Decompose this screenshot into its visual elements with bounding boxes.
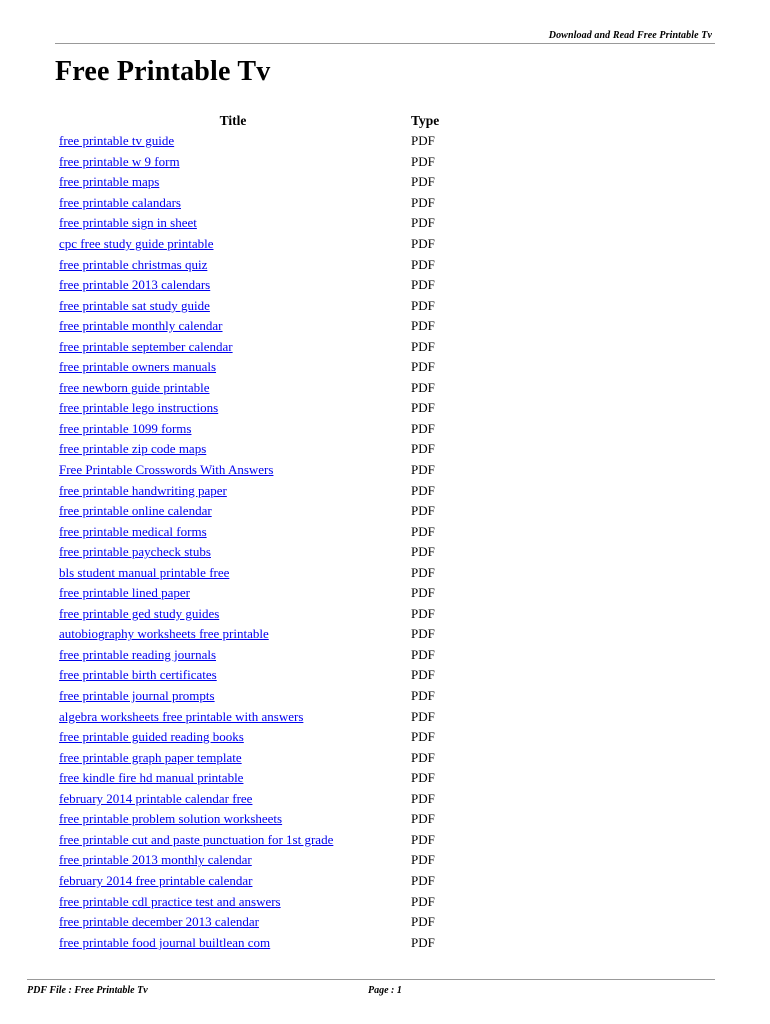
document-link[interactable]: free printable owners manuals	[59, 359, 217, 375]
type-cell: PDF	[411, 297, 435, 313]
type-cell: PDF	[411, 256, 435, 272]
document-link[interactable]: free printable 1099 forms	[59, 420, 192, 436]
footer-page-number: Page : 1	[368, 985, 402, 996]
document-link[interactable]: free printable online calendar	[59, 503, 212, 519]
table-row	[55, 378, 439, 399]
title-cell	[55, 789, 411, 810]
title-cell	[55, 912, 411, 933]
table-row	[55, 583, 439, 604]
title-cell	[55, 131, 411, 152]
title-cell	[55, 891, 411, 912]
document-link[interactable]: free printable 2013 monthly calendar	[59, 852, 252, 868]
document-link[interactable]: free printable sign in sheet	[59, 215, 197, 231]
type-cell: PDF	[411, 441, 435, 457]
title-cell	[55, 706, 411, 727]
header-divider	[55, 43, 715, 44]
type-cell: PDF	[411, 811, 435, 827]
document-link[interactable]: february 2014 printable calendar free	[59, 790, 253, 806]
title-cell	[55, 830, 411, 851]
table-row	[55, 152, 439, 173]
document-link[interactable]: free printable cut and paste punctuation for 1st grade	[59, 831, 334, 847]
table-row	[55, 295, 439, 316]
document-link[interactable]: free printable december 2013 calendar	[59, 914, 259, 930]
title-cell	[55, 316, 411, 337]
document-link[interactable]: free printable cdl practice test and answers	[59, 893, 281, 909]
title-cell	[55, 213, 411, 234]
table-row	[55, 357, 439, 378]
title-cell	[55, 172, 411, 193]
document-link[interactable]: february 2014 free printable calendar	[59, 872, 253, 888]
title-cell	[55, 932, 411, 953]
document-link[interactable]: free printable 2013 calendars	[59, 277, 211, 293]
documents-table	[55, 110, 439, 953]
type-cell: PDF	[411, 914, 435, 930]
document-link[interactable]: bls student manual printable free	[59, 564, 230, 580]
table-row	[55, 871, 439, 892]
document-link[interactable]: free printable guided reading books	[59, 729, 244, 745]
title-cell	[55, 398, 411, 419]
table-row	[55, 747, 439, 768]
document-link[interactable]: cpc free study guide printable	[59, 236, 214, 251]
document-link[interactable]: free printable journal prompts	[59, 688, 215, 704]
document-link[interactable]: free printable lego instructions	[59, 400, 219, 416]
type-cell: PDF	[411, 688, 435, 704]
footer-file-label: PDF File : Free Printable Tv	[27, 985, 148, 996]
title-cell	[55, 193, 411, 214]
type-cell: PDF	[411, 400, 435, 416]
type-cell: PDF	[411, 277, 435, 293]
title-cell	[55, 234, 411, 255]
title-cell	[55, 850, 411, 871]
table-row	[55, 604, 439, 625]
type-cell: PDF	[411, 770, 435, 786]
table-row	[55, 316, 439, 337]
document-link[interactable]: free printable handwriting paper	[59, 482, 227, 498]
table-row	[55, 275, 439, 296]
document-link[interactable]: free kindle fire hd manual printable	[59, 770, 244, 786]
type-cell: PDF	[411, 646, 435, 662]
table-row	[55, 213, 439, 234]
table-header-row	[55, 110, 439, 131]
type-cell: PDF	[411, 564, 435, 580]
column-header-type: Type	[411, 112, 440, 128]
document-link[interactable]: free printable calandars	[59, 194, 181, 210]
column-header-title: Title	[219, 112, 247, 128]
title-cell	[55, 378, 411, 399]
document-link[interactable]: free printable medical forms	[59, 523, 207, 539]
title-cell	[55, 275, 411, 296]
title-cell	[55, 439, 411, 460]
type-cell: PDF	[411, 626, 435, 642]
type-cell: PDF	[411, 462, 435, 478]
type-cell: PDF	[411, 318, 435, 334]
title-cell	[55, 604, 411, 625]
type-cell: PDF	[411, 605, 435, 621]
table-row	[55, 830, 439, 851]
type-cell: PDF	[411, 790, 435, 806]
title-cell	[55, 809, 411, 830]
document-link[interactable]: free printable problem solution worksheets	[59, 811, 283, 827]
table-row	[55, 336, 439, 357]
type-cell: PDF	[411, 482, 435, 498]
title-cell	[55, 583, 411, 604]
title-cell	[55, 665, 411, 686]
type-cell: PDF	[411, 872, 435, 888]
page-header-text: Download and Read Free Printable Tv	[548, 30, 712, 41]
table-row	[55, 480, 439, 501]
type-cell: PDF	[411, 359, 435, 375]
title-cell	[55, 871, 411, 892]
title-cell	[55, 295, 411, 316]
table-row	[55, 891, 439, 912]
table-row	[55, 254, 439, 275]
table-row	[55, 686, 439, 707]
title-cell	[55, 727, 411, 748]
table-row	[55, 768, 439, 789]
title-cell	[55, 521, 411, 542]
title-cell	[55, 747, 411, 768]
type-cell: PDF	[411, 153, 435, 169]
document-link[interactable]: free printable monthly calendar	[59, 318, 223, 334]
table-row	[55, 850, 439, 871]
table-row	[55, 234, 439, 255]
table-row	[55, 727, 439, 748]
title-cell	[55, 645, 411, 666]
type-cell: PDF	[411, 133, 435, 149]
table-row	[55, 439, 439, 460]
table-body	[55, 131, 439, 953]
type-cell: PDF	[411, 194, 435, 210]
table-row	[55, 501, 439, 522]
type-cell: PDF	[411, 831, 435, 847]
title-cell	[55, 686, 411, 707]
document-link[interactable]: free printable maps	[59, 174, 160, 190]
footer-divider	[27, 979, 715, 980]
type-cell: PDF	[411, 708, 435, 724]
document-link[interactable]: free printable w 9 form	[59, 153, 180, 169]
title-cell	[55, 254, 411, 275]
table-row	[55, 665, 439, 686]
table-row	[55, 460, 439, 481]
type-cell: PDF	[411, 338, 435, 354]
title-cell	[55, 419, 411, 440]
document-link[interactable]: free printable christmas quiz	[59, 256, 208, 272]
table-row	[55, 809, 439, 830]
table-row	[55, 398, 439, 419]
title-cell	[55, 501, 411, 522]
table-row	[55, 521, 439, 542]
table-row	[55, 624, 439, 645]
document-link[interactable]: free printable zip code maps	[59, 441, 207, 457]
document-link[interactable]: free printable lined paper	[59, 585, 191, 601]
type-cell: PDF	[411, 523, 435, 539]
document-link[interactable]: Free Printable Crosswords With Answers	[59, 462, 274, 478]
table-row	[55, 912, 439, 933]
type-cell: PDF	[411, 236, 435, 251]
document-link[interactable]: free printable tv guide	[59, 133, 175, 149]
type-cell: PDF	[411, 503, 435, 519]
document-link[interactable]: free printable september calendar	[59, 338, 233, 354]
type-cell: PDF	[411, 729, 435, 745]
table-row	[55, 645, 439, 666]
title-cell	[55, 152, 411, 173]
title-cell	[55, 624, 411, 645]
title-cell	[55, 460, 411, 481]
table-row	[55, 193, 439, 214]
document-link[interactable]: algebra worksheets free printable with answers	[59, 708, 304, 724]
type-cell: PDF	[411, 379, 435, 395]
table-row	[55, 562, 439, 583]
document-link[interactable]: free printable graph paper template	[59, 749, 242, 765]
type-cell: PDF	[411, 852, 435, 868]
type-cell: PDF	[411, 585, 435, 601]
title-cell	[55, 480, 411, 501]
title-cell	[55, 357, 411, 378]
type-cell: PDF	[411, 749, 435, 765]
table-row	[55, 932, 439, 953]
table-row	[55, 706, 439, 727]
table-row	[55, 789, 439, 810]
document-link[interactable]: free printable reading journals	[59, 646, 217, 662]
type-cell: PDF	[411, 934, 435, 950]
document-title: Free Printable Tv	[55, 56, 271, 87]
document-link[interactable]: free printable ged study guides	[59, 605, 220, 621]
table-row	[55, 542, 439, 563]
type-cell: PDF	[411, 174, 435, 190]
type-cell: PDF	[411, 667, 435, 683]
title-cell	[55, 562, 411, 583]
document-link[interactable]: free printable paycheck stubs	[59, 544, 211, 560]
title-cell	[55, 336, 411, 357]
document-link[interactable]: free newborn guide printable	[59, 379, 210, 395]
type-cell: PDF	[411, 893, 435, 909]
type-cell: PDF	[411, 544, 435, 560]
document-link[interactable]: free printable food journal builtlean com	[59, 934, 271, 950]
table-row	[55, 172, 439, 193]
title-cell	[55, 542, 411, 563]
table-row	[55, 131, 439, 152]
document-link[interactable]: free printable birth certificates	[59, 667, 217, 683]
type-cell: PDF	[411, 420, 435, 436]
document-link[interactable]: autobiography worksheets free printable	[59, 626, 269, 642]
document-link[interactable]: free printable sat study guide	[59, 297, 210, 313]
table-row	[55, 419, 439, 440]
type-cell: PDF	[411, 215, 435, 231]
title-cell	[55, 768, 411, 789]
